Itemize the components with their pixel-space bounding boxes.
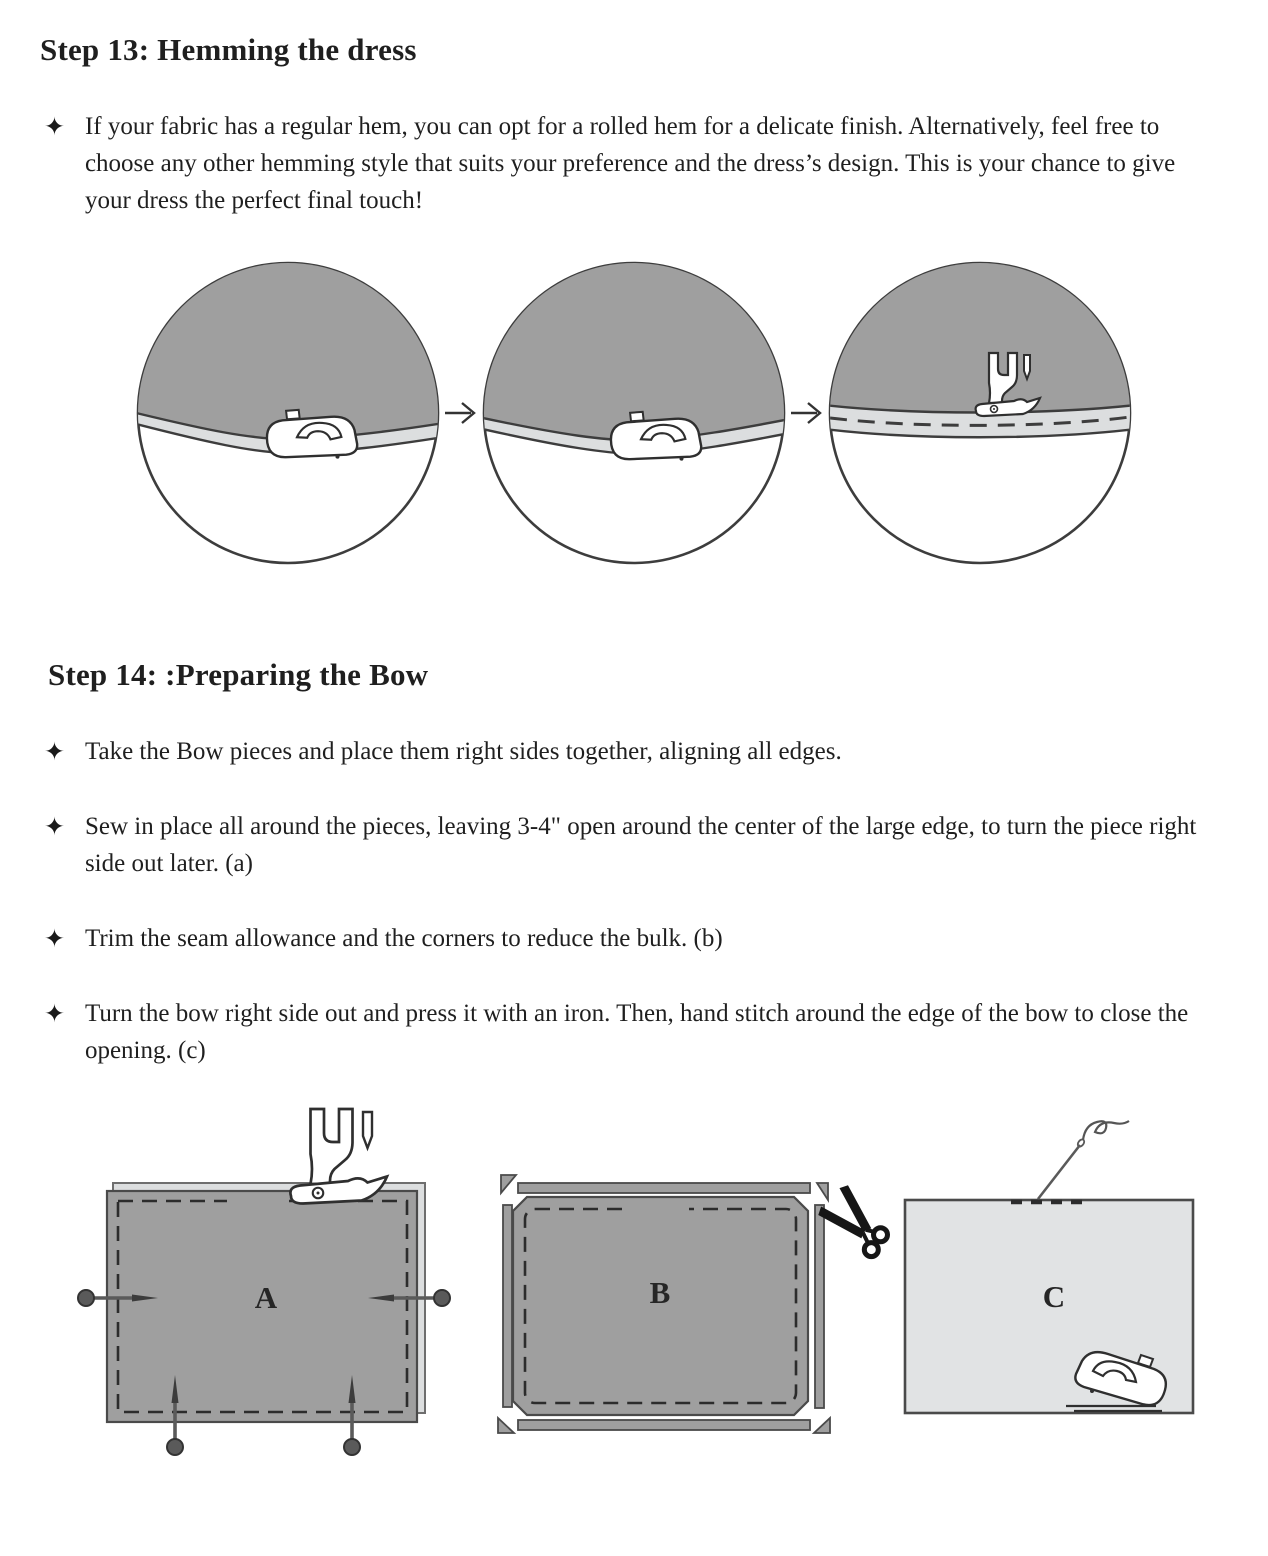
trimmed-corner bbox=[501, 1175, 516, 1193]
list-item bbox=[44, 108, 1268, 219]
sparkle-bullet-icon: ✦ bbox=[44, 112, 65, 141]
trimmed-corner bbox=[814, 1418, 830, 1433]
trimmed-strip bbox=[518, 1183, 810, 1193]
step-13-bullet-list bbox=[0, 108, 1268, 219]
arrow-right-icon bbox=[444, 257, 478, 569]
hem-stage-3-illustration bbox=[824, 257, 1136, 569]
hem-stage-2-illustration bbox=[478, 257, 790, 569]
trimmed-strip bbox=[815, 1205, 824, 1408]
step-13-heading: Step 13: Hemming the dress bbox=[40, 32, 417, 67]
hem-stage-1-illustration bbox=[132, 257, 444, 569]
needle-thread-icon bbox=[1038, 1121, 1129, 1199]
bow-panel-a bbox=[78, 1109, 450, 1455]
list-item bbox=[44, 733, 1268, 770]
trimmed-corner bbox=[817, 1183, 828, 1200]
trimmed-strip bbox=[518, 1420, 810, 1430]
bow-preparation-figure bbox=[44, 1107, 1268, 1472]
arrow-right-icon bbox=[790, 257, 824, 569]
sparkle-bullet-icon: ✦ bbox=[44, 737, 65, 766]
bow-panel-b bbox=[498, 1175, 897, 1433]
bullet-text: Take the Bow pieces and place them right sides together, aligning all edges. bbox=[84, 738, 842, 765]
sparkle-bullet-icon: ✦ bbox=[44, 999, 65, 1028]
presser-foot-icon bbox=[290, 1109, 387, 1204]
panel-label: C bbox=[1042, 1279, 1066, 1314]
list-item bbox=[44, 808, 1268, 882]
hemming-sequence-figure bbox=[0, 257, 1268, 569]
bullet-text: Turn the bow right side out and press it with an iron. Then, hand stitch around the edge of the bow to close the opening. (c) bbox=[84, 1000, 1189, 1064]
panel-label: A bbox=[254, 1280, 278, 1315]
list-item bbox=[44, 920, 1268, 957]
trimmed-corner bbox=[498, 1418, 514, 1433]
panel-label: B bbox=[649, 1275, 671, 1310]
sparkle-bullet-icon: ✦ bbox=[44, 924, 65, 953]
bullet-text: Sew in place all around the pieces, leaving 3-4" open around the center of the large edge, to turn the piece right side out later. (a) bbox=[84, 813, 1197, 877]
bow-panel-c bbox=[905, 1121, 1193, 1413]
step-14-heading: Step 14: :Preparing the Bow bbox=[48, 657, 429, 692]
trimmed-strip bbox=[503, 1205, 512, 1407]
bow-panels-illustration bbox=[44, 1107, 1224, 1467]
bullet-text: If your fabric has a regular hem, you can opt for a rolled hem for a delicate finish. Alternatively, feel free to choose any other hemming style that suits your preference and the dress’s design. This is your chance to give your dress the perfect final touch! bbox=[84, 113, 1176, 214]
step-14-bullet-list bbox=[0, 733, 1268, 1069]
sparkle-bullet-icon: ✦ bbox=[44, 812, 65, 841]
bullet-text: Trim the seam allowance and the corners to reduce the bulk. (b) bbox=[84, 925, 723, 952]
list-item bbox=[44, 995, 1268, 1069]
